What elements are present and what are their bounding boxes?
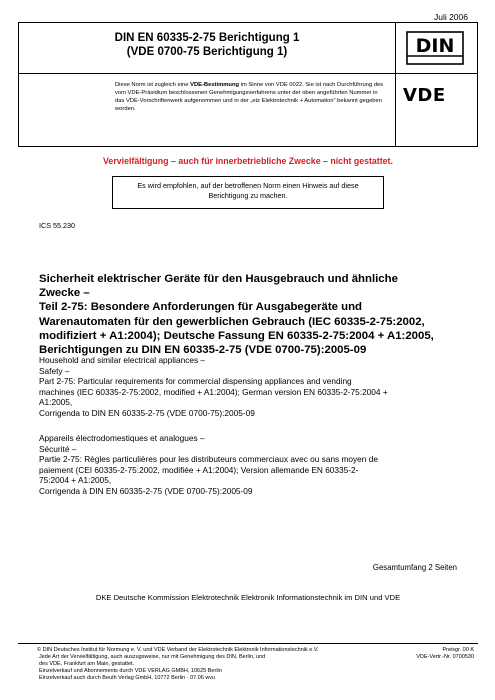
german-title: Sicherheit elektrischer Geräte für den Hausgebrauch und ähnliche Zwecke – Teil 2-75: Besondere Anforderungen für Ausgabegeräte und Warenautomaten für den gewerblichen Gebrauch (IEC 60335-2-75:2002, modifiziert + A1:2004); Deutsche Fassung EN 60335-2-75:2004 + A1:2005, Berichtigungen zu DIN EN 60335-2-75 (VDE 0700-75):2005-09 <box>39 273 434 357</box>
header-divider <box>19 73 477 74</box>
svg-text:DIN: DIN <box>415 35 455 57</box>
dke-line: DKE Deutsche Kommission Elektrotechnik Elektronik Informationstechnik im DIN und VDE <box>95 593 401 602</box>
logo-divider <box>395 23 396 146</box>
french-title: Appareils électrodomestiques et analogues – Sécurité – Partie 2-75: Règles particulières pour les distributeurs commerciaux avec ou sans moyen de paiement (CEI 60335-2-75:2002, modifiée + A1:2004); Version allemande EN 60335-2- 75:2004 + A1:2005, Corrigenda à DIN EN 60335-2-75 (VDE 0700-75):2005-09 <box>39 433 378 496</box>
vde-number: (VDE 0700-75 Berichtigung 1) <box>126 46 288 58</box>
price-group: Preisgr. 00 K <box>442 647 474 653</box>
page-count: Gesamtumfang 2 Seiten <box>372 563 457 572</box>
document-number: DIN EN 60335-2-75 Berichtigung 1 <box>114 32 300 44</box>
publication-date: Juli 2006 <box>433 12 468 22</box>
copyright-footer: © DIN Deutsches Institut für Normung e. V. und VDE Verband der Elektrotechnik Elektronik Informationstechnik e.V. Jede Art der Vervielfältigung, auch auszugsweise, nur mit Genehmigung des DIN, Berlin, und des VDE, Frankfurt am Main, gestattet. Einzelverkauf und Abonnements durch VDE VERLAG GMBH, 10625 Berlin Einzelverkauf auch durch Beuth Verlag GmbH, 10772 Berlin · 07.06 wvu <box>37 647 319 681</box>
document-title <box>19 31 395 59</box>
vde-order-number: VDE-Vertr.-Nr. 0700530 <box>416 654 474 660</box>
header-frame <box>18 22 478 147</box>
hint-box: Es wird empfohlen, auf der betroffenen Norm einen Hinweis auf diese Berichtigung zu machen. <box>112 176 384 209</box>
price-info <box>416 647 474 661</box>
vde-note: Diese Norm ist zugleich eine VDE-Bestimmung im Sinne von VDE 0022. Sie ist nach Durchführung des vom VDE-Präsidium beschlossenen Genehmigungsverfahrens unter der oben angeführten Nummer in das VDE-Vorschriftenwerk aufgenommen und in der „etz Elektrotechnik + Automation“ bekannt gegeben worden. <box>115 82 384 112</box>
ics-code: ICS 55.230 <box>39 221 75 230</box>
english-title: Household and similar electrical appliances – Safety – Part 2-75: Particular requirements for commercial dispensing appliances and vending machines (IEC 60335-2-75:2002, modified + A1:2004); German version EN 60335-2-75:2004 + A1:2005, Corrigenda to DIN EN 60335-2-75 (VDE 0700-75):2005-09 <box>39 355 388 418</box>
copy-restriction-notice: Vervielfältigung – auch für innerbetriebliche Zwecke – nicht gestattet. <box>103 156 393 166</box>
din-logo <box>406 31 464 65</box>
vde-logo: VDE <box>403 85 446 106</box>
footer-divider <box>18 643 478 644</box>
